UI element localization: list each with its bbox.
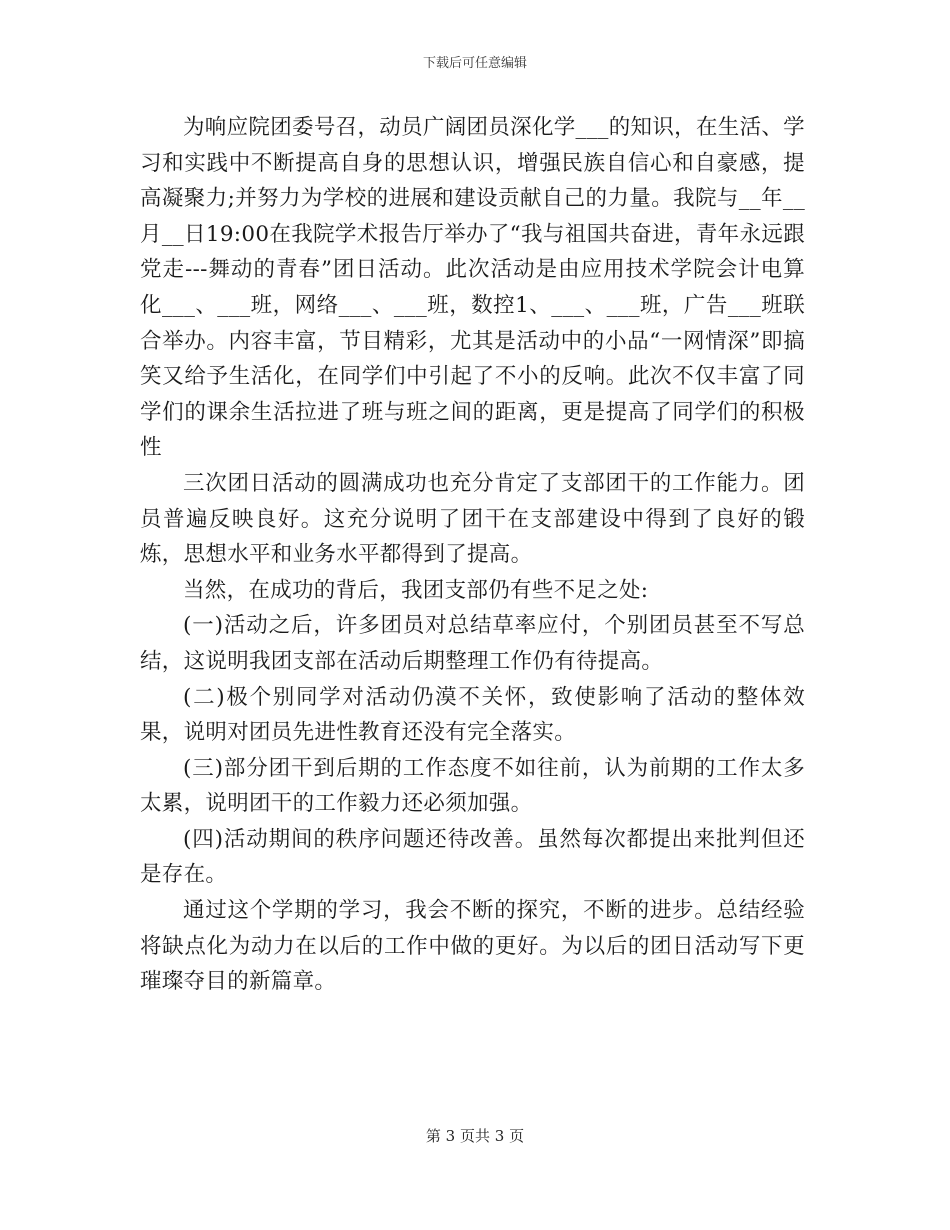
paragraph-2: 三次团日活动的圆满成功也充分肯定了支部团干的工作能力。团员普遍反映良好。这充分说明了团干在支部建设中得到了良好的锻炼，思想水平和业务水平都得到了提高。 [140, 470, 805, 568]
header-note: 下载后可任意编辑 [422, 56, 527, 71]
paragraph-1: 为响应院团委号召，动员广阔团员深化学___的知识，在生活、学习和实践中不断提高自身的思想认识，增强民族自信心和自豪感，提高凝聚力;并努力为学校的进展和建设贡献自己的力量。我院与__年__月__日19:00在我院学术报告厅举办了“我与祖国共奋进，青年永远跟党走---舞动的青春”团日活动。此次活动是由应用技术学院会计电算化___、___班，网络___、___班，数控1、___、___班，广告___班联合举办。内容丰富，节目精彩，尤其是活动中的小品“一网情深”即搞笑又给予生活化，在同学们中引起了不小的反响。此次不仅丰富了同学们的课余生活拉进了班与班之间的距离，更是提高了同学们的积极性 [140, 115, 805, 461]
paragraph-3: 当然，在成功的背后，我团支部仍有些不足之处: [183, 577, 649, 603]
document-body [140, 110, 805, 1000]
paragraph-6: (三)部分团干到后期的工作态度不如往前，认为前期的工作太多太累，说明团干的工作毅力还必须加强。 [140, 755, 805, 817]
paragraph-5: (二)极个别同学对活动仍漠不关怀，致使影响了活动的整体效果，说明对团员先进性教育还没有完全落实。 [140, 684, 805, 746]
paragraph-8: 通过这个学期的学习，我会不断的探究，不断的进步。总结经验将缺点化为动力在以后的工作中做的更好。为以后的团日活动写下更璀璨夺目的新篇章。 [140, 898, 805, 995]
page-number: 第 3 页共 3 页 [425, 1127, 525, 1145]
paragraph-7: (四)活动期间的秩序问题还待改善。虽然每次都提出来批判但还是存在。 [140, 826, 805, 888]
paragraph-4: (一)活动之后，许多团员对总结草率应付，个别团员甚至不写总结，这说明我团支部在活动后期整理工作仍有待提高。 [140, 613, 805, 674]
